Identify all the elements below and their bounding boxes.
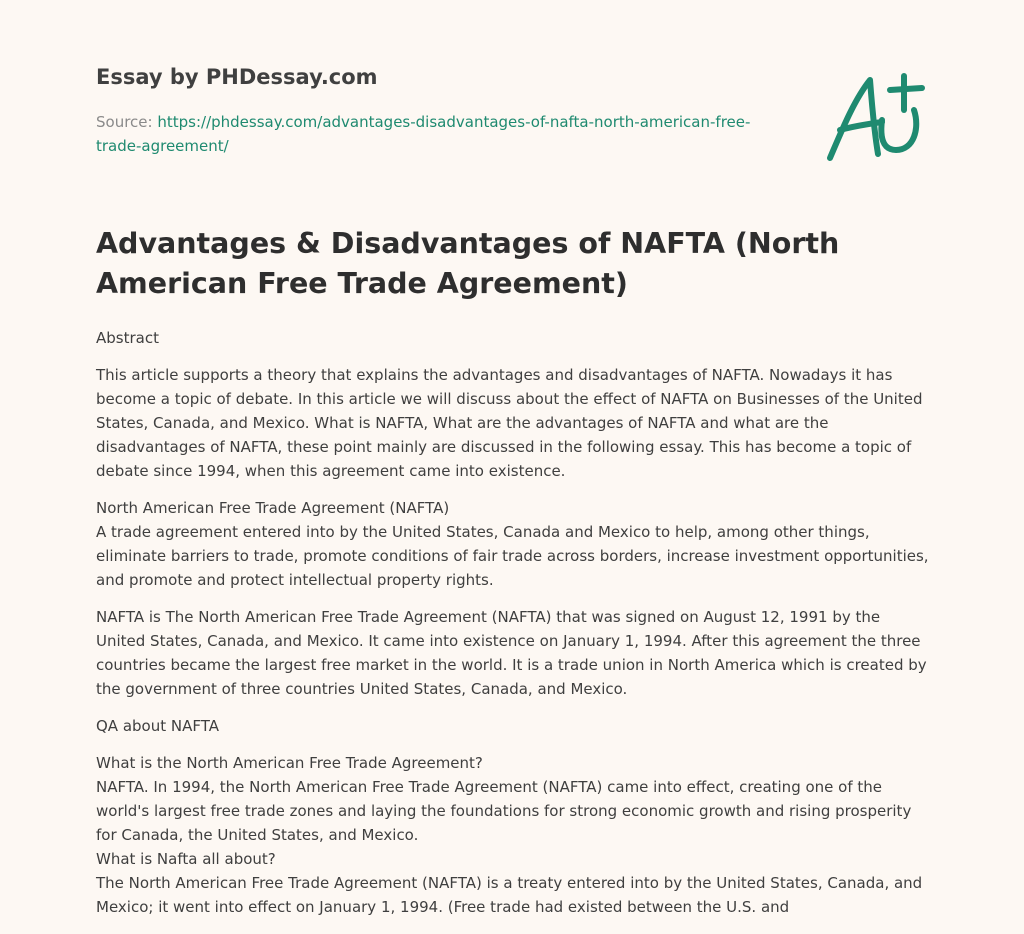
source-line bbox=[96, 110, 776, 158]
nafta-heading: North American Free Trade Agreement (NAFTA) bbox=[96, 499, 450, 517]
article bbox=[96, 224, 932, 932]
source-link-line-2: trade-agreement/ bbox=[96, 137, 229, 155]
answer-2: The North American Free Trade Agreement (NAFTA) is a treaty entered into by the United States, Canada, and Mexico; it went into effect on January 1, 1994. (Free trade had existed between the U.S. and bbox=[96, 874, 923, 916]
nafta-section bbox=[96, 496, 932, 592]
page-header bbox=[96, 62, 776, 158]
abstract-paragraph: This article supports a theory that explains the advantages and disadvantages of NAFTA. Nowadays it has become a topic of debate. In this article we will discuss about the effect of NAFTA on Businesses of the United States, Canada, and Mexico. What is NAFTA, What are the advantages of NAFTA and what are the disadvantages of NAFTA, these point mainly are discussed in the following essay. This has become a topic of debate since 1994, when this agreement came into existence. bbox=[96, 366, 923, 480]
nafta-description: NAFTA is The North American Free Trade Agreement (NAFTA) that was signed on August 12, 1991 by the United States, Canada, and Mexico. It came into existence on January 1, 1994. After this agreement the three countries became the largest free market in the world. It is a trade union in North America which is created by the government of three countries United States, Canada, and Mexico. bbox=[96, 608, 927, 698]
source-link[interactable] bbox=[96, 113, 750, 155]
site-title: Essay by PHDessay.com bbox=[96, 65, 378, 89]
qa-heading: QA about NAFTA bbox=[96, 717, 219, 735]
question-2: What is Nafta all about? bbox=[96, 850, 276, 868]
nafta-definition: A trade agreement entered into by the United States, Canada and Mexico to help, among other things, eliminate barriers to trade, promote conditions of fair trade across borders, increase investment opportunities, and promote and protect intellectual property rights. bbox=[96, 523, 929, 589]
qa-section bbox=[96, 751, 932, 919]
source-label: Source: bbox=[96, 113, 153, 131]
answer-1: NAFTA. In 1994, the North American Free Trade Agreement (NAFTA) came into effect, creating one of the world's largest free trade zones and laying the foundations for strong economic growth and rising prosperity for Canada, the United States, and Mexico. bbox=[96, 778, 912, 844]
abstract-heading: Abstract bbox=[96, 329, 159, 347]
article-title: Advantages & Disadvantages of NAFTA (North American Free Trade Agreement) bbox=[96, 227, 840, 300]
source-link-line-1: https://phdessay.com/advantages-disadvantages-of-nafta-north-american-free- bbox=[157, 113, 751, 131]
a-plus-grade-logo-icon bbox=[820, 70, 930, 166]
question-1: What is the North American Free Trade Agreement? bbox=[96, 754, 483, 772]
